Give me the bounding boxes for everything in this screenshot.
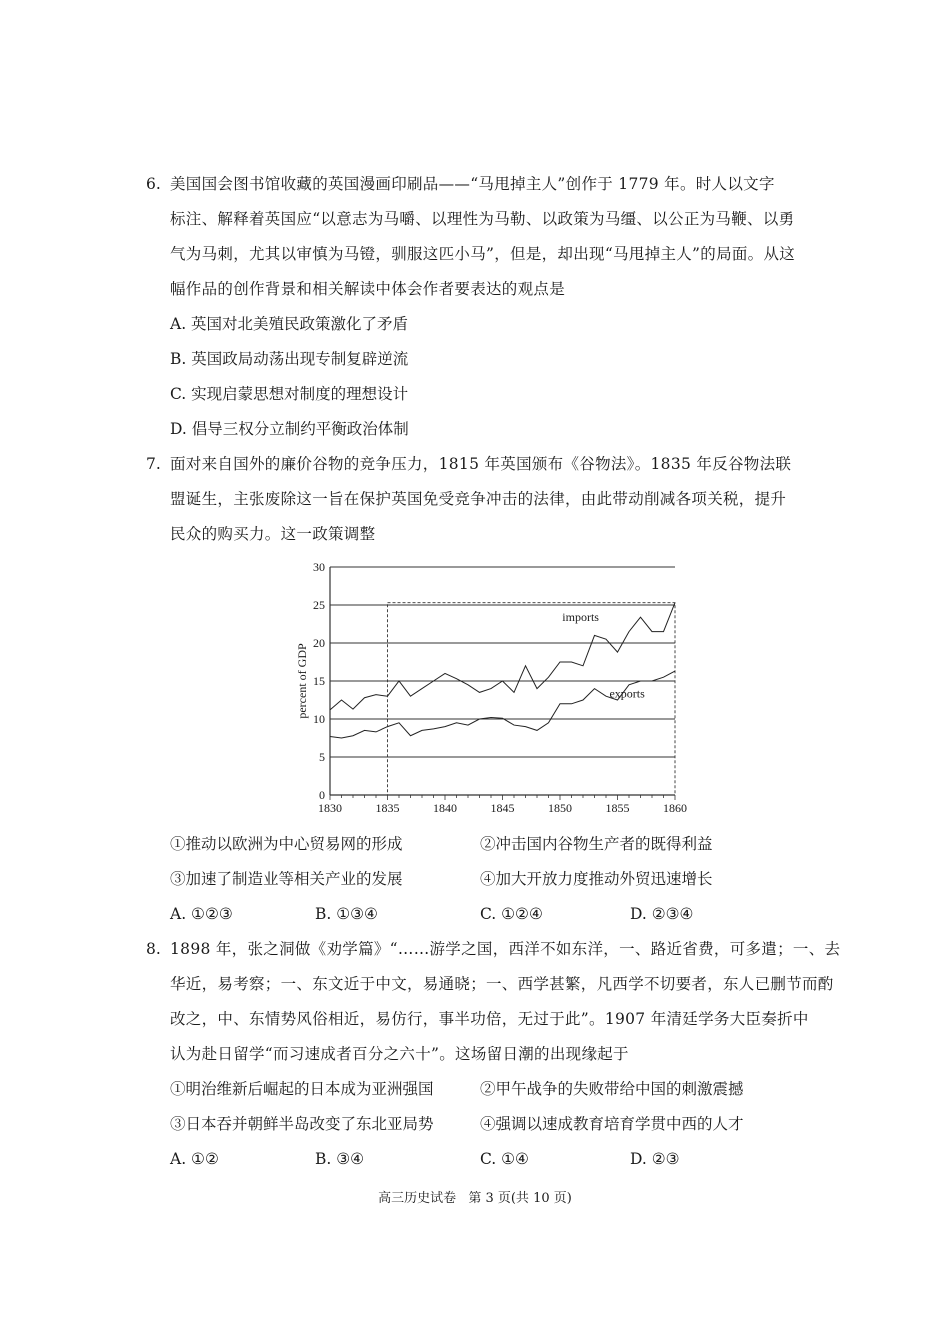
q7-stem-line: 盟诞生，主张废除这一旨在保护英国免受竞争冲击的法律，由此带动削减各项关税，提升 xyxy=(170,490,787,508)
y-tick-label: 20 xyxy=(313,636,325,650)
q7-choice-c: C. ①②④ xyxy=(480,905,543,923)
q8-number: 8. xyxy=(146,940,161,958)
q8-statement-2: ②甲午战争的失败带给中国的刺激震撼 xyxy=(480,1080,744,1098)
q8-choice-c: C. ①④ xyxy=(480,1150,529,1168)
q7-choice-b: B. ①③④ xyxy=(315,905,378,923)
exports-label: exports xyxy=(609,686,645,701)
q8-stem-line: 华近，易考察；一、东文近于中文，易通晓；一、西学甚繁，凡西学不切要者，东人已删节而酌 xyxy=(170,975,834,993)
q8-stem-line: 认为赴日留学“而习速成者百分之六十”。这场留日潮的出现缘起于 xyxy=(170,1045,629,1063)
page-number: 第 3 页(共 10 页) xyxy=(468,1191,572,1206)
trade-chart xyxy=(290,555,690,823)
imports-label: imports xyxy=(562,609,599,624)
q7-choice-d: D. ②③④ xyxy=(630,905,694,923)
q8-statement-3: ③日本吞并朝鲜半岛改变了东北亚局势 xyxy=(170,1115,434,1133)
q6-option-d: D. 倡导三权分立制约平衡政治体制 xyxy=(170,420,409,438)
y-tick-label: 5 xyxy=(319,750,325,764)
q6-stem-line: 美国国会图书馆收藏的英国漫画印刷品——“马甩掉主人”创作于 1779 年。时人以文字 xyxy=(170,175,775,193)
q7-number: 7. xyxy=(146,455,161,473)
q7-statement-4: ④加大开放力度推动外贸迅速增长 xyxy=(480,870,713,888)
q8-choice-d: D. ②③ xyxy=(630,1150,680,1168)
q8-statement-1: ①明治维新后崛起的日本成为亚洲强国 xyxy=(170,1080,434,1098)
y-tick-label: 15 xyxy=(313,674,325,688)
q6-option-b: B. 英国政局动荡出现专制复辟逆流 xyxy=(170,350,409,368)
x-tick-label: 1840 xyxy=(433,801,457,815)
y-axis-label: percent of GDP xyxy=(295,643,309,719)
x-tick-label: 1845 xyxy=(490,801,515,815)
y-tick-label: 10 xyxy=(313,712,325,726)
x-tick-label: 1835 xyxy=(375,801,400,815)
q8-choice-a: A. ①② xyxy=(170,1150,219,1168)
q6-stem-line: 标注、解释着英国应“以意志为马嚼、以理性为马勒、以政策为马缰、以公正为马鞭、以勇 xyxy=(170,210,795,228)
q7-statement-3: ③加速了制造业等相关产业的发展 xyxy=(170,870,403,888)
q8-stem-line: 改之，中、东情势风俗相近，易仿行，事半功倍，无过于此”。1907 年清廷学务大臣奏折中 xyxy=(170,1010,809,1028)
q6-number: 6. xyxy=(146,175,161,193)
q6-stem-line: 幅作品的创作背景和相关解读中体会作者要表达的观点是 xyxy=(170,280,566,298)
q8-statement-4: ④强调以速成教育培育学贯中西的人才 xyxy=(480,1115,744,1133)
q8-stem-line: 1898 年，张之洞做《劝学篇》“……游学之国，西洋不如东洋，一、路近省费，可多遣；一、去 xyxy=(170,940,841,958)
q7-statement-2: ②冲击国内谷物生产者的既得利益 xyxy=(480,835,713,853)
y-tick-label: 25 xyxy=(313,598,325,612)
q6-option-a: A. 英国对北美殖民政策激化了矛盾 xyxy=(170,315,409,333)
exam-title: 高三历史试卷 xyxy=(378,1191,457,1206)
q7-stem-line: 面对来自国外的廉价谷物的竞争压力，1815 年英国颁布《谷物法》。1835 年反谷物法联 xyxy=(170,455,792,473)
q7-stem-line: 民众的购买力。这一政策调整 xyxy=(170,525,376,543)
q6-stem-line: 气为马刺，尤其以审慎为马镫，驯服这匹小马”，但是，却出现“马甩掉主人”的局面。从这 xyxy=(170,245,796,263)
x-tick-label: 1830 xyxy=(318,801,342,815)
q8-choice-b: B. ③④ xyxy=(315,1150,365,1168)
page-footer xyxy=(0,1190,950,1208)
q7-statement-1: ①推动以欧洲为中心贸易网的形成 xyxy=(170,835,403,853)
y-tick-label: 30 xyxy=(313,560,325,574)
y-tick-label: 0 xyxy=(319,788,325,802)
x-tick-label: 1850 xyxy=(548,801,572,815)
x-tick-label: 1860 xyxy=(663,801,687,815)
x-tick-label: 1855 xyxy=(605,801,630,815)
q7-choice-a: A. ①②③ xyxy=(170,905,233,923)
q6-option-c: C. 实现启蒙思想对制度的理想设计 xyxy=(170,385,409,403)
